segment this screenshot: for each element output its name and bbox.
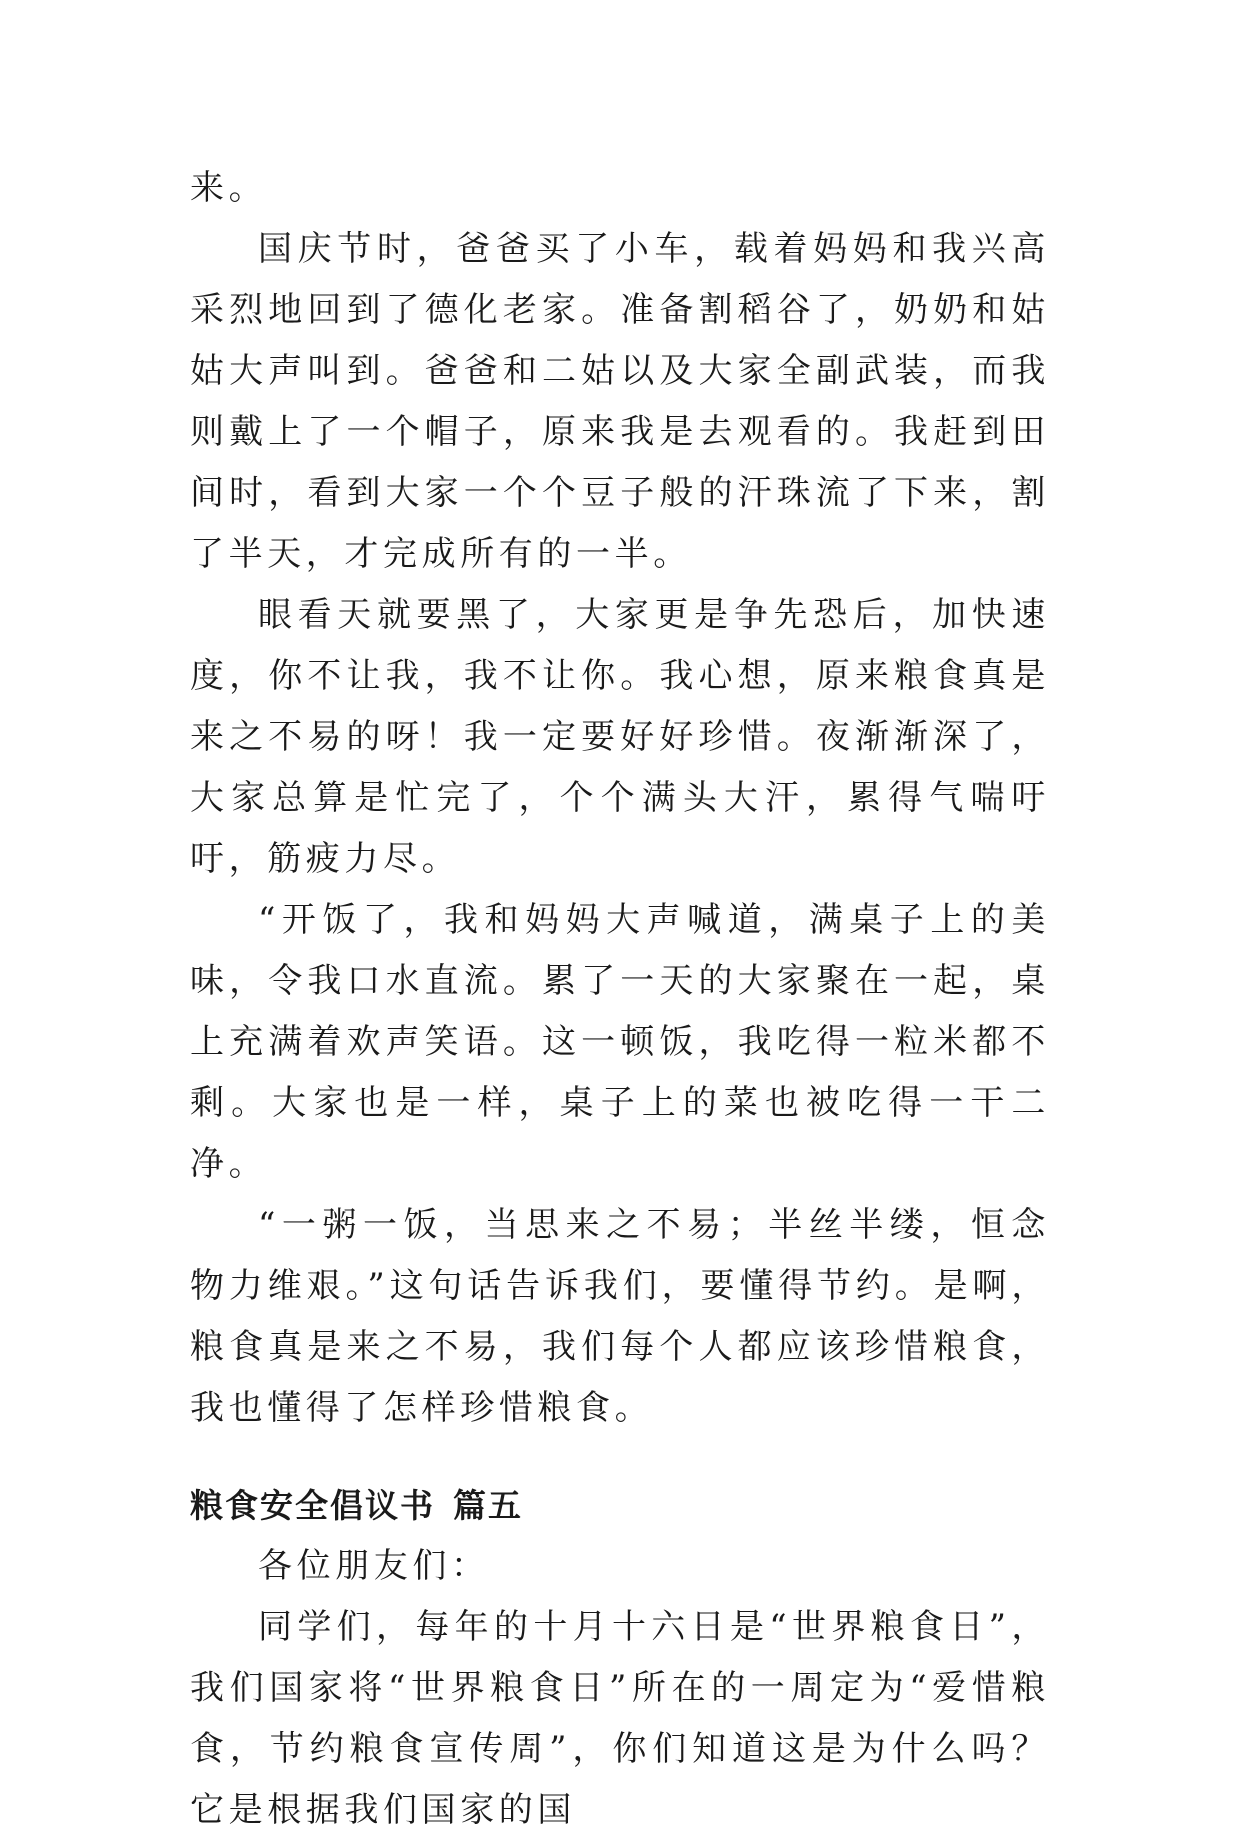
section-heading (190, 1475, 1050, 1536)
paragraph-dinner: “开饭了，我和妈妈大声喊道，满桌子上的美味，令我口水直流。累了一天的大家聚在一起，桌上充满着欢声笑语。这一顿饭，我吃得一粒米都不剩。大家也是一样，桌子上的菜也被吃得一干二净。 (190, 900, 1050, 1184)
document-page (190, 158, 1050, 1841)
paragraph-national-day: 国庆节时，爸爸买了小车，载着妈妈和我兴高采烈地回到了德化老家。准备割稻谷了，奶奶和姑姑大声叫到。爸爸和二姑以及大家全副武装，而我则戴上了一个帽子，原来我是去观看的。我赶到田间时，看到大家一个个豆子般的汗珠流了下来，割了半天，才完成所有的一半。 (190, 229, 1050, 574)
paragraph-quote-conclusion: “一粥一饭，当思来之不易；半丝半缕，恒念物力维艰。”这句话告诉我们，要懂得节约。是啊，粮食真是来之不易，我们每个人都应该珍惜粮食，我也懂得了怎样珍惜粮食。 (190, 1205, 1050, 1428)
paragraph-nightfall: 眼看天就要黑了，大家更是争先恐后，加快速度，你不让我，我不让你。我心想，原来粮食真是来之不易的呀！我一定要好好珍惜。夜渐渐深了，大家总算是忙完了，个个满头大汗，累得气喘吁吁，筋疲力尽。 (190, 595, 1050, 879)
paragraph-world-food-day: 同学们，每年的十月十六日是“世界粮食日”，我们国家将“世界粮食日”所在的一周定为“爱惜粮食，节约粮食宣传周”，你们知道这是为什么吗？它是根据我们国家的国 (190, 1607, 1050, 1830)
section-title: 粮食安全倡议书 (190, 1486, 435, 1525)
section-part-label: 篇五 (453, 1486, 523, 1525)
paragraph-continuation: 来。 (190, 168, 268, 208)
paragraph-salutation: 各位朋友们： (258, 1546, 490, 1586)
